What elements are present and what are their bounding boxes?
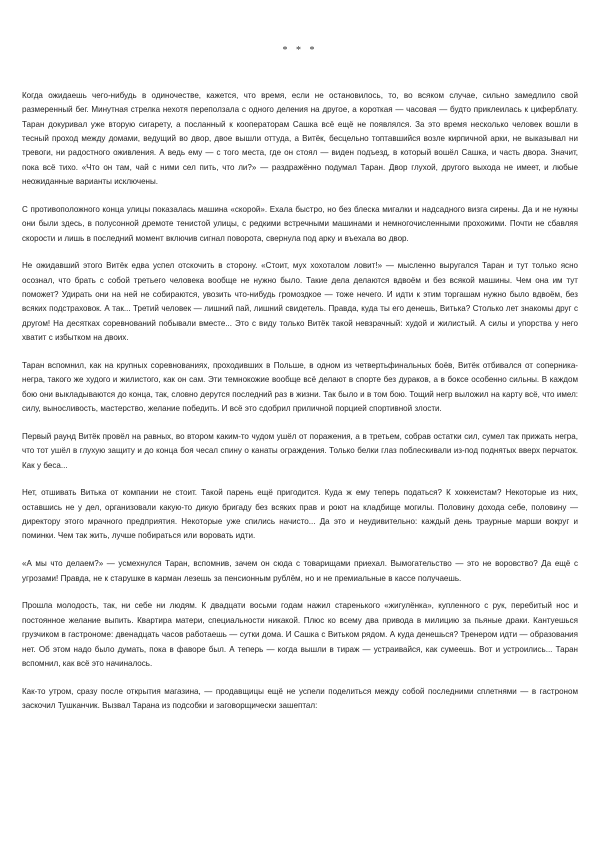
scene-break-divider: * * * xyxy=(282,45,318,56)
paragraph: Не ожидавший этого Витёк едва успел отскочить в сторону. «Стоит, мух хохоталом ловит!» — мысленно выругался Таран и тут только ясно осознал, что брать с собой третьего человека вообще не нужно было. Такие дела делаются вдвоём и без всякой машины. Чем она им тут поможет? Удирать они на ней не собираются, увозить что-нибудь громоздкое — тоже нечего. И идти к этим торгашам нужно было вдвоём, без всяких подстраховок. А так... Третий человек — лишний пай, лишний свидетель. Правда, куда ты его денешь, Витька? Столько лет знакомы друг с другом! На десятках соревнований побывали вместе... Это с виду только Витёк такой невзрачный: худой и жилистый. А силы и упорства у него хватит с избытком на двоих. xyxy=(22,261,578,343)
paragraph: Таран вспомнил, как на крупных соревнованиях, проходивших в Польше, в одном из четвертьфинальных боёв, Витёк отбивался от соперника-негра, такого же худого и жилистого, как он сам. Эти темнокожие вообще всё делают в спорте без дураков, а в боксе особенно сильны. В каждом бою они выкладываются до конца, так, словно дерутся последний раз в жизни. Так было и в том бою. Тощий негр выложил на карту всё, что имел: силу, выносливость, мастерство, желание победить. И всё это сдобрил приличной порцией спортивной злости. xyxy=(22,361,578,414)
paragraph: С противоположного конца улицы показалась машина «скорой». Ехала быстро, но без блеска мигалки и надсадного визга сирены. Да и не нужны они были здесь, в полусонной дремоте тенистой улицы, с редкими встречными машинами и немногочисленными прохожими. Почти не сбавляя скорости и лишь в последний момент включив сигнал поворота, свернула под арку и въехала во двор. xyxy=(22,204,578,243)
paragraph: «А мы что делаем?» — усмехнулся Таран, вспомнив, зачем он сюда с товарищами приехал. Вымогательство — это не воровство? Да ещё с угрозами! Правда, не к старушке в карман лезешь за пенсионным рублём, но и не премиальные в кассе получаешь. xyxy=(22,559,578,583)
paragraph: Нет, отшивать Витька от компании не стоит. Такой парень ещё пригодится. Куда ж ему теперь податься? К хоккеистам? Некоторые из них, оставшись не у дел, организовали какую-то дикую бригаду без всяких прав и роют на кладбище могилы. Половину дохода себе, половину — директору этого мрачного предприятия. Некоторые уже спились начисто... Да это и неудивительно: каждый день траурные марши вокруг и поминки. Чем так жить, лучше побираться или воровать идти. xyxy=(22,488,578,541)
paragraph: Прошла молодость, так, ни себе ни людям. К двадцати восьми годам нажил старенького «жигулёнка», купленного с рук, перебитый нос и постоянное желание выпить. Квартира матери, специальности никакой. Плюс ко всему два привода в милицию за пьяные драки. Кантуешься грузчиком в гастрономе: двенадцать часов работаешь — сутки дома. И Сашка с Витьком рядом. А куда денешься? Тренером идти — образования нет. Об этом надо было думать, пока в фаворе был. А теперь — когда вышли в тираж — устраивайся, как сумеешь. Вот и устроились... Таран вспомнил, как всё это начиналось. xyxy=(22,601,578,668)
paragraph: Когда ожидаешь чего-нибудь в одиночестве, кажется, что время, если не остановилось, то, во всяком случае, сильно замедлило свой размеренный бег. Минутная стрелка нехотя переползала с одного деления на другое, а короткая — часовая — будто приклеилась к циферблату. Таран докуривал уже вторую сигарету, а посланный к кооператорам Сашка всё ещё не появлялся. За это время несколько человек вошли в тесный проход между домами, ведущий во двор, двое вышли оттуда, а Витёк, бесцельно топтавшийся возле кирпичной арки, не выказывал ни тревоги, ни радостного оживления. А ведь ему — с того места, где он стоял — виден подъезд, в который вошёл Сашка, и часть двора. Значит, пока всё тихо. «Что он там, чай с ними сел пить, что ли?» — раздражённо подумал Таран. Двор глухой, другого выхода не имеет, и любые неожиданные варианты исключены. xyxy=(22,91,578,187)
body-text-container xyxy=(22,89,578,713)
paragraph: Как-то утром, сразу после открытия магазина, — продавщицы ещё не успели поделиться между собой последними сплетнями — в гастроном заскочил Тушканчик. Вызвал Тарана из подсобки и заговорщически зашептал: xyxy=(22,686,578,711)
paragraph: Первый раунд Витёк провёл на равных, во втором каким-то чудом ушёл от поражения, а в третьем, собрав остатки сил, сумел так прижать негра, что тот ушёл в глухую защиту и до конца боя чесал спину о канаты ограждения. Только белки глаз поблескивали из-под поднятых вверх перчаток. Как у беса... xyxy=(22,431,578,470)
